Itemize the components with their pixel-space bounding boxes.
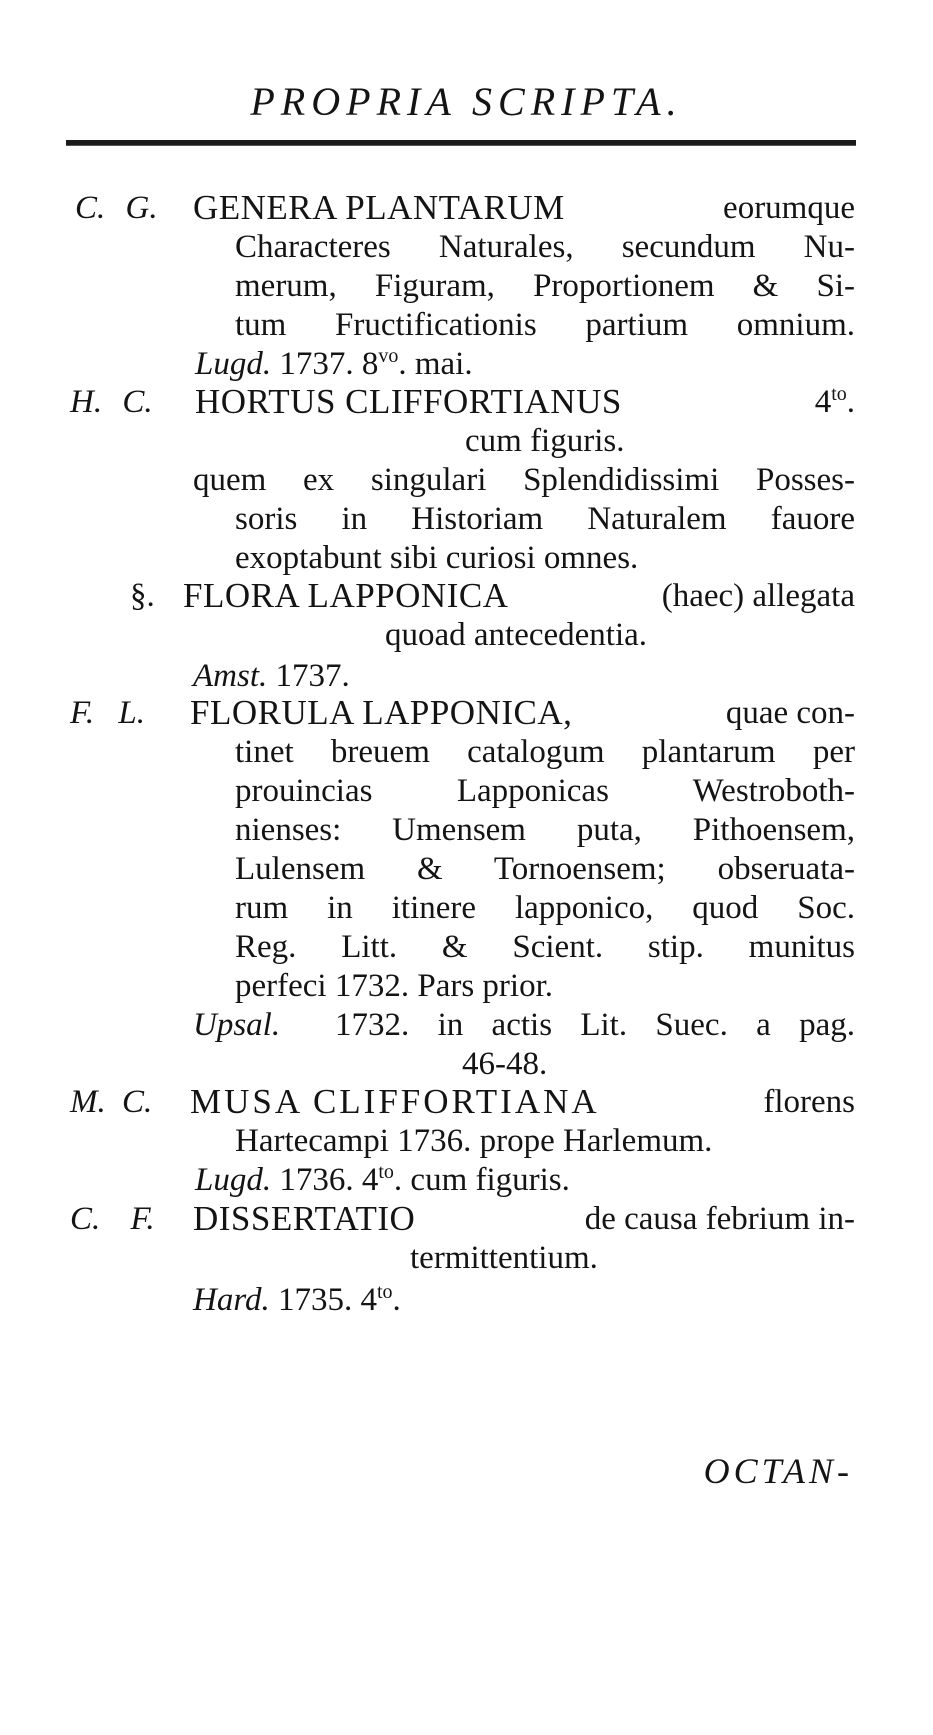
siglum-a: H. xyxy=(70,384,103,420)
header-rule xyxy=(66,140,856,146)
entry-text-line: florens xyxy=(763,1084,855,1120)
imprint-sup: vo xyxy=(378,345,399,367)
imprint-line xyxy=(195,1160,570,1200)
entry-title: GENERA PLANTARUM xyxy=(193,188,565,227)
entry-text-line: Hartecampi 1736. prope Harlemum. xyxy=(235,1123,713,1159)
section-sign: §. xyxy=(130,578,155,614)
imprint-after: . xyxy=(392,1282,401,1318)
entry-siglum xyxy=(70,382,153,422)
entry-text-line: cum figuris. xyxy=(465,423,625,459)
siglum-a: F. xyxy=(70,695,95,731)
imprint-date: 1735. 4 xyxy=(277,1282,377,1318)
entry-text-line: merum, Figuram, Proportionem & Si- xyxy=(235,268,855,304)
entry-siglum xyxy=(130,576,155,616)
entry-siglum xyxy=(70,1199,155,1239)
imprint-place: Amst. xyxy=(193,658,268,694)
imprint-after: . cum figuris. xyxy=(393,1162,570,1198)
entry-head-line xyxy=(193,188,855,228)
entry-head-line xyxy=(195,382,855,422)
entry-text-line: exoptabunt sibi curiosi omnes. xyxy=(235,540,639,576)
entry-text-line: quem ex singulari Splendidissimi Posses- xyxy=(193,462,855,498)
imprint-line xyxy=(193,1005,855,1045)
imprint-sup: to xyxy=(378,1161,394,1183)
siglum-b: F. xyxy=(130,1201,155,1237)
imprint-after: . mai. xyxy=(398,346,473,382)
entry-text-line: de causa febrium in- xyxy=(584,1201,855,1237)
imprint-date: 1737. xyxy=(275,658,350,694)
imprint-date: 1736. 4 xyxy=(279,1162,379,1198)
siglum-b: L. xyxy=(118,695,146,731)
imprint-date: 1737. 8 xyxy=(279,346,379,382)
entry-text-line: nienses: Umensem puta, Pithoensem, xyxy=(235,812,855,848)
entry-text-line: quoad antecedentia. xyxy=(385,617,648,653)
entry-title: FLORA LAPPONICA xyxy=(183,576,509,615)
imprint-line xyxy=(193,1280,401,1320)
entry-title: MUSA CLIFFORTIANA xyxy=(190,1082,600,1121)
entry-text-line: eorumque xyxy=(723,190,855,226)
entry-text-line: quae con- xyxy=(725,695,855,731)
entry-text-line: tinet breuem catalogum plantarum per xyxy=(235,734,855,770)
siglum-a: M. xyxy=(70,1084,106,1120)
entry-siglum xyxy=(75,188,158,228)
entry-head-line xyxy=(190,693,855,733)
siglum-a: C. xyxy=(75,190,106,226)
siglum-b: C. xyxy=(122,1084,153,1120)
entry-title: HORTUS CLIFFORTIANUS xyxy=(195,382,622,421)
entry-text-line: Lulensem & Tornoensem; obseruata- xyxy=(235,851,855,887)
entry-head-line xyxy=(193,1199,855,1239)
entry-text-line: rum in itinere lapponico, quod Soc. xyxy=(235,890,855,926)
imprint-place: Lugd. xyxy=(195,346,272,382)
entry-text-line: Characteres Naturales, secundum Nu- xyxy=(235,229,855,265)
imprint-date: 1732. in actis Lit. Suec. a pag. xyxy=(335,1007,855,1043)
imprint-place: Lugd. xyxy=(195,1162,272,1198)
imprint-sup: to xyxy=(376,1281,393,1303)
imprint-place: Hard. xyxy=(193,1282,270,1318)
entry-text-line: Reg. Litt. & Scient. stip. munitus xyxy=(235,929,855,965)
imprint-place: Upsal. xyxy=(193,1007,281,1043)
running-header: PROPRIA SCRIPTA. xyxy=(250,79,683,124)
entry-title: FLORULA LAPPONICA, xyxy=(190,693,573,732)
siglum-b: C. xyxy=(122,384,153,420)
format-size: 4 xyxy=(814,384,832,420)
imprint-line xyxy=(193,656,350,696)
format-after: . xyxy=(846,384,855,420)
entry-text-line: perfeci 1732. Pars prior. xyxy=(235,968,553,1004)
entry-title: DISSERTATIO xyxy=(193,1199,416,1238)
entry-text-line: tum Fructificationis partium omnium. xyxy=(235,307,855,343)
format-sup: to xyxy=(831,383,847,405)
entry-text-line: prouincias Lapponicas Westroboth- xyxy=(235,773,855,809)
entry-head-line xyxy=(183,576,855,616)
entry-siglum xyxy=(70,693,145,733)
imprint-pages: 46-48. xyxy=(462,1046,548,1082)
siglum-b: G. xyxy=(125,190,158,226)
entry-text-line: soris in Historiam Naturalem fauore xyxy=(235,501,855,537)
entry-text-line: (haec) allegata xyxy=(661,578,855,614)
entry-siglum xyxy=(70,1082,152,1122)
catchword: OCTAN- xyxy=(703,1451,853,1491)
entry-text-line: termittentium. xyxy=(410,1240,598,1276)
imprint-line xyxy=(195,344,473,384)
entry-head-line xyxy=(190,1082,855,1122)
siglum-a: C. xyxy=(70,1201,101,1237)
